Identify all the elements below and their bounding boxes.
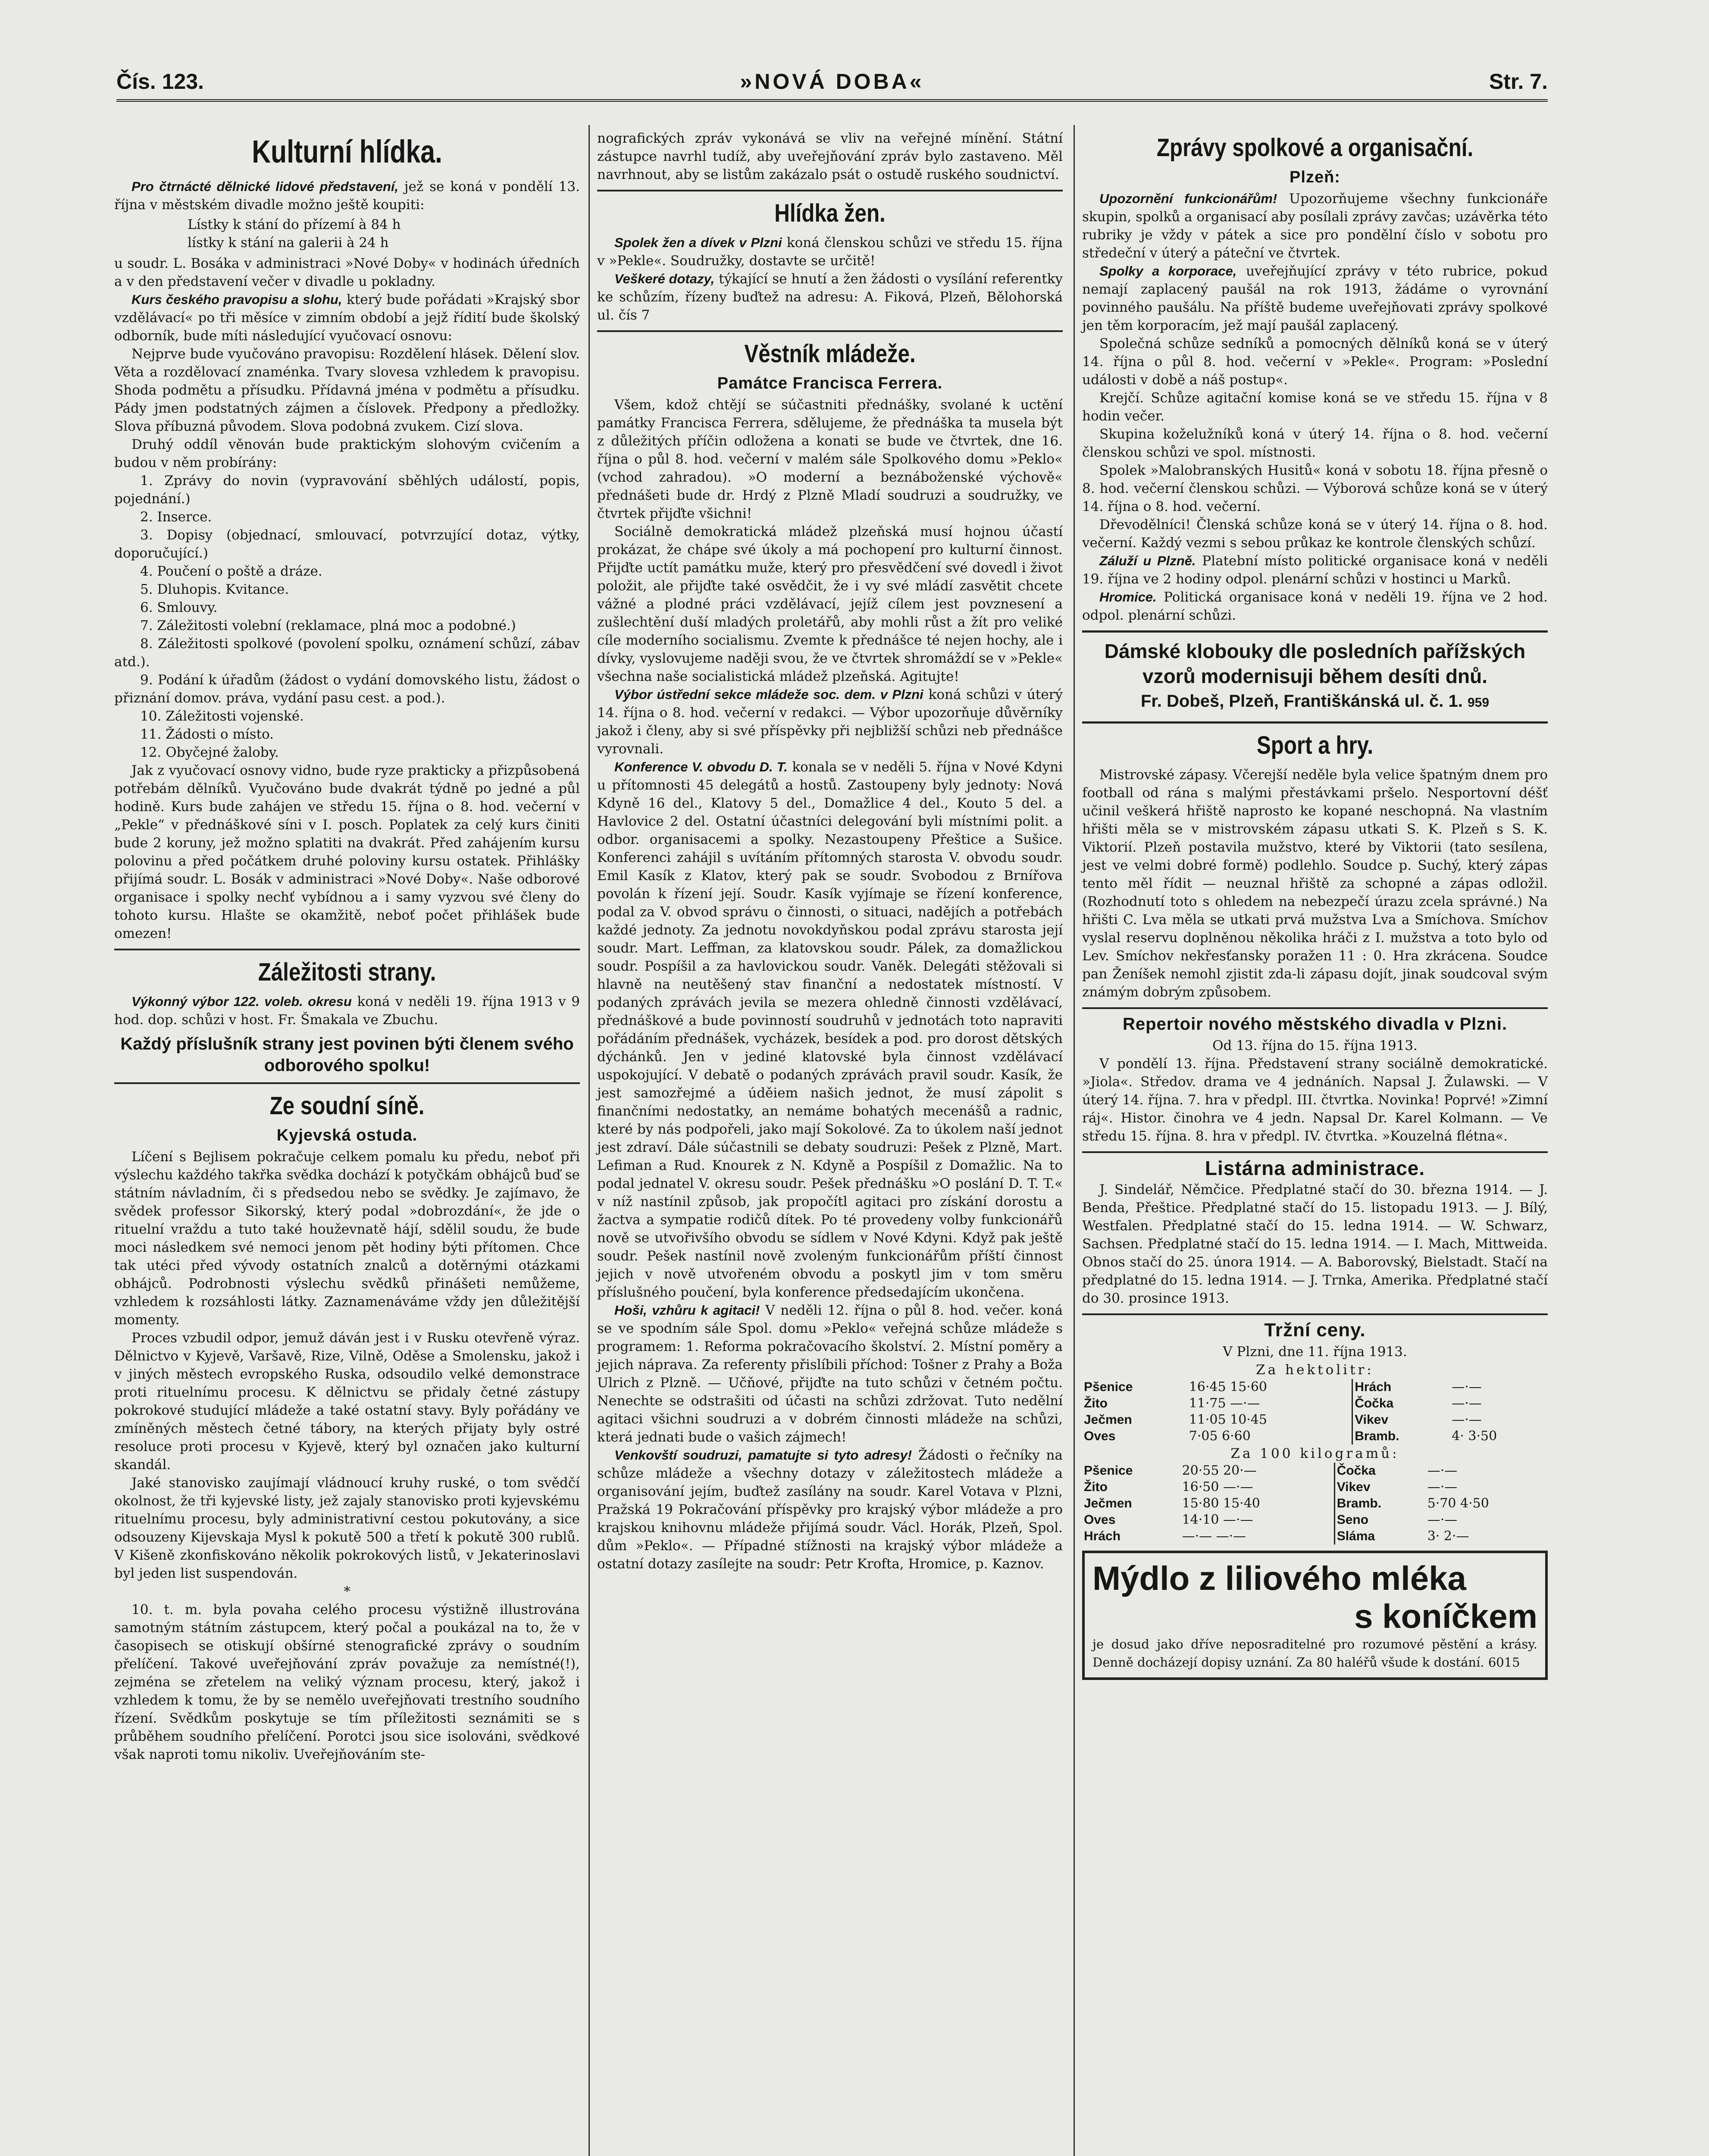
repertoire-text: V pondělí 13. října. Představení strany sociálně demokratické. »Jiola«. Středov. drama ve 4 jednáních. Napsal J. Žulawski. — V úterý 14. října. 7. hra v předpl. III. čtvrtka. Novinka! Poprvé! »Zimní ráj«. Histor. činohra ve 4 jedn. Napsal Dr. Karel Kolmann. — Ve středu 15. října. 8. hra v předpl. IV. čtvrtka. »Kouzelná flétna«.	[1082, 1056, 1548, 1144]
section-title-clubs: Zprávy spolkové a organisační.	[1156, 134, 1474, 162]
club-lead: Hromice.	[1099, 589, 1157, 605]
youth-paragraph: Všem, kdož chtějí se súčastniti přednášky, svolané k uctění památky Francisca Ferrera, sdělujeme, že přednáška ta musela být z důležitých příčin odložena a konati se bude ve čtvrtek, dne 16. října o půl 8. hod. večerní v malém sále Spolkového domu »Peklo« (vchod zahradou). »O moderní a beznáboženské výchově« přednášeti bude dr. Hrdý z Plzně Mladí soudruzi a soudružky, ve čtvrtek přijďte všichni!	[597, 397, 1063, 521]
commodity-name: Pšenice	[1084, 1380, 1133, 1394]
price-row	[1082, 1479, 1548, 1495]
commodity-price: 20·55 20·—	[1182, 1463, 1257, 1478]
commodity-price: —·—	[1427, 1479, 1458, 1495]
course-syllabus	[114, 472, 580, 761]
commodity-price: 16·45 15·60	[1189, 1379, 1268, 1395]
ticket-prices	[188, 216, 580, 252]
women-text: koná členskou schůzi ve středu 15. října v »Pekle«. Soudružky, dostavte se určitě!	[597, 235, 1063, 269]
commodity-price: 15·80 15·40	[1182, 1496, 1260, 1511]
soap-advertisement	[1082, 1551, 1548, 1680]
syllabus-item: 3. Dopisy (objednací, smlouvací, potvrzující dotaz, výtky, doporučující.)	[114, 527, 580, 561]
divider	[1082, 1007, 1548, 1009]
issue-number: Čís. 123.	[116, 69, 204, 94]
club-notice: Skupina koželužníků koná v úterý 14. října o 8. hod. večerní členskou schůzi ve spol. místnosti.	[1082, 426, 1548, 460]
youth-lead: Venkovští soudruzi, pamatujte si tyto adresy!	[614, 1448, 912, 1463]
ticket-price-gallery: lístky k stání na galerii à 24 h	[188, 235, 389, 251]
section-title-administration: Listárna administrace.	[1205, 1157, 1425, 1179]
syllabus-item: 10. Záležitosti vojenské.	[140, 708, 304, 724]
club-notice: Dřevodělníci! Členská schůze koná se v úterý 14. října o 8. hod. večerní. Každý vezmi s sebou průkaz ke kontrole členských schůzí.	[1082, 517, 1548, 551]
commodity-name: Hrách	[1352, 1379, 1450, 1395]
lecture-after: u soudr. L. Bosáka v administraci »Nové Doby« v hodinách úředních a v den představení večer v divadle u pokladny.	[114, 256, 580, 289]
hat-advertisement	[1082, 630, 1548, 724]
commodity-price: 14·10 —·—	[1182, 1512, 1253, 1527]
women-lead: Veškeré dotazy,	[614, 271, 715, 286]
commodity-name: Hrách	[1084, 1529, 1121, 1543]
repertoire-dates: Od 13. října do 15. října 1913.	[1212, 1038, 1418, 1053]
commodity-name: Žito	[1084, 1396, 1108, 1410]
club-notice: Spolek »Malobranských Husitů« koná v sobotu 18. října přesně o 8. hod. večerní členskou schůzi. — Výborová schůze koná se v úterý 14. října o 8. hod. večerní.	[1082, 463, 1548, 514]
syllabus-item: 5. Dluhopis. Kvitance.	[140, 582, 289, 597]
course-paragraph: Nejprve bude vyučováno pravopisu: Rozdělení hlásek. Dělení slov. Věta a rozdělovací znaménka. Tvary slovesa vzhledem k pravopisu. Shoda podmětu a přísudku. Přídavná jména v podmětu a přísudku. Pády jmen podstatných zájmen a číslovek. Předpony a předložky. Slova příbuzná původem. Slova podobná zvukem. Cizí slova.	[114, 346, 580, 434]
price-row	[1082, 1379, 1548, 1395]
soap-ad-body: je dosud jako dříve neposraditelné pro rozumové pěstění a krásy. Denně docházejí dopisy uznání. Za 80 haléřů všude k dostání.	[1092, 1637, 1537, 1670]
course-paragraph: Druhý oddíl věnován bude praktickým slohovým cvičením a budou v něm probírány:	[114, 437, 580, 470]
syllabus-item: 11. Žádosti o místo.	[140, 727, 274, 742]
masthead: »NOVÁ DOBA«	[740, 69, 924, 94]
club-notice: Krejčí. Schůze agitační komise koná se ve středu 15. října v 8 hodin večer.	[1082, 390, 1548, 424]
column-divider	[1074, 125, 1075, 2156]
section-title-party: Záležitosti strany.	[258, 958, 436, 986]
divider	[597, 190, 1063, 191]
hat-ad-number: 959	[1468, 696, 1490, 710]
syllabus-item: 1. Zprávy do novin (vypravování sběhlých událostí, popis, pojednání.)	[114, 473, 580, 507]
soap-ad-title: Mýdlo z liliového mléka	[1092, 1559, 1466, 1597]
course-lead: Kurs českého pravopisu a slohu,	[131, 292, 342, 307]
soap-ad-number: 6015	[1488, 1655, 1520, 1670]
section-title-sport: Sport a hry.	[1256, 731, 1374, 759]
hat-ad-text: Dámské klobouky dle posledních pařížských vzorů modernisuji během desíti dnů.	[1104, 640, 1526, 687]
commodity-name: Pšenice	[1084, 1463, 1133, 1478]
section-title-culture: Kulturní hlídka.	[252, 134, 442, 169]
club-text: Upozorňujeme všechny funkcionáře skupin, spolků a organisací aby posílali zprávy zavčas; uzávěrka této rubriky je vždy v pátek a sice pro pondělní číslo v sobotu pro středeční v úterý a páteční ve čtvrtek.	[1082, 191, 1548, 261]
market-unit-hectolitre: Za hektolitr:	[1256, 1362, 1374, 1378]
market-unit-100kg: Za 100 kilogramů:	[1230, 1446, 1399, 1461]
club-text: uveřejňující zprávy v této rubrice, pokud nemají zaplacený paušál na rok 1913, žádáme o vyrovnání povinného paušálu. Na příště budeme uveřejňovati zprávy spolkové jen těm korporacím, jež mají paušál zaplacený.	[1082, 263, 1548, 333]
market-date: V Plzni, dne 11. října 1913.	[1223, 1344, 1407, 1360]
youth-lead: Výbor ústřední sekce mládeže soc. dem. v Plzni	[614, 687, 923, 702]
syllabus-item: 7. Záležitosti volební (reklamace, plná moc a podobné.)	[140, 618, 516, 633]
divider	[114, 1082, 580, 1084]
party-notice: Každý příslušník strany jest povinen býti členem svého odborového spolku!	[120, 1034, 574, 1075]
women-lead: Spolek žen a dívek v Plzni	[614, 235, 782, 250]
soap-ad-text	[1092, 1635, 1537, 1671]
club-text: Politická organisace koná v neděli 19. října ve 2 hod. odpol. plenární schůzi.	[1082, 589, 1548, 623]
commodity-price: 16·50 —·—	[1182, 1479, 1253, 1495]
club-notice: Společná schůze sedníků a pomocných dělníků koná se v úterý 14. října o půl 8. hod. večerní v »Pekle«. Program: »Poslední události v době a náš postup«.	[1082, 336, 1548, 388]
commodity-name: Bramb.	[1334, 1495, 1426, 1512]
market-prices-hectolitre	[1082, 1379, 1548, 1445]
lecture-text: jež se koná v pondělí 13. října v městském divadle možno ještě koupiti:	[114, 179, 580, 213]
court-paragraph: Proces vzbudil odpor, jemuž dáván jest i v Rusku otevřeně výraz. Dělnictvo v Kyjevě, Varšavě, Rize, Vilně, Oděse a Smolensku, jakož i v jiných městech evropského Ruska, odsoudilo velké demonstrace proti rituelnímu procesu. K dělnictvu se přidaly četné zástupy pokrokové studující mládeže a také ostatní stavy. Byly pořádány ve zmíněných městech četné tábory, na kterých přijaty byly ostré resoluce proti procesu v Kyjevě, který byl označen jako kulturní skandál.	[114, 1330, 580, 1473]
commodity-price: 11·05 10·45	[1189, 1412, 1268, 1427]
club-lead: Upozornění funkcionářům!	[1099, 191, 1277, 206]
commodity-price: 4· 3·50	[1452, 1429, 1497, 1444]
commodity-name: Vikev	[1334, 1479, 1426, 1495]
commodity-price: 5·70 4·50	[1427, 1496, 1489, 1511]
club-lead: Spolky a korporace,	[1099, 263, 1237, 279]
youth-text: koná schůzi v úterý 14. října o 8. hod. večerní v redakci. — Výbor upozorňuje důvěrníky jakož i členy, aby si své příspěvky při nejbližší schůzi neb přednášce vyrovnali.	[597, 687, 1063, 757]
club-text: Platební místo politické organisace koná v neděli 19. října ve 2 hodiny odpol. plenární schůzi v hostinci u Marků.	[1082, 553, 1548, 587]
commodity-name: Ječmen	[1084, 1413, 1132, 1427]
syllabus-item: 9. Podání k úřadům (žádost o vydání domovského listu, žádost o přiznání domov. práva, vydání pasu cest. a pod.).	[114, 672, 580, 706]
commodity-name: Seno	[1334, 1512, 1426, 1528]
clubs-subtitle: Plzeň:	[1290, 168, 1340, 186]
commodity-price: 7·05 6·60	[1189, 1429, 1251, 1444]
youth-lead: Konference V. obvodu D. T.	[614, 759, 788, 774]
syllabus-item: 4. Poučení o poště a dráze.	[140, 564, 322, 579]
syllabus-item: 2. Inserce.	[140, 509, 212, 525]
ticket-price-ground: Lístky k stání do přízemí à 84 h	[188, 217, 401, 232]
commodity-name: Oves	[1084, 1513, 1116, 1527]
column-2	[597, 129, 1063, 1573]
price-row	[1082, 1428, 1548, 1445]
section-title-repertoire: Repertoir nového městského divadla v Plzni.	[1122, 1015, 1508, 1034]
section-title-women: Hlídka žen.	[774, 199, 886, 227]
section-asterisk: *	[344, 1584, 351, 1599]
page-number: Str. 7.	[1489, 69, 1548, 94]
party-text: koná v neděli 19. října 1913 v 9 hod. dop. schůzi v host. Fr. Šmakala ve Zbuchu.	[114, 994, 580, 1028]
administration-text: J. Sindelář, Němčice. Předplatné stačí do 30. března 1914. — J. Benda, Přeštice. Předplatné stačí do 15. listopadu 1913. — J. Bílý, Westfalen. Předplatné stačí do 15. ledna 1914. — W. Schwarz, Sachsen. Předplatné stačí do 15. ledna 1914. — I. Mach, Mittweida. Obnos stačí do 25. února 1914. — A. Baborovský, Bielstadt. Stačí na předplatné do 15. ledna 1914. — J. Trnka, Amerika. Předplatné stačí do 30. prosince 1913.	[1082, 1182, 1548, 1306]
commodity-price: —·—	[1452, 1396, 1482, 1411]
column-divider	[588, 125, 590, 2156]
commodity-price: 3· 2·—	[1427, 1529, 1469, 1544]
divider	[1082, 1151, 1548, 1153]
commodity-name: Žito	[1084, 1480, 1108, 1494]
women-text: týkající se hnutí a žen žádosti o vysílání referentky ke schůzím, řízeny buďtež na adresu: A. Fiková, Plzeň, Bělohorská ul. čís 7	[597, 271, 1063, 323]
column-1	[114, 129, 580, 1764]
course-paragraph: Jak z vyučovací osnovy vidno, bude ryze prakticky a přizpůsobená potřebám dělníků. Vyučováno bude dvakrát týdně po jedné a půl hodině. Kurs bude zahájen ve středu 15. října o 8. hod. večerní v „Pekle“ v přednáškové síni v I. posch. Poplatek za celý kurs činiti bude 2 koruny, jež možno splatiti na dvakrát. Před zahájením kursu polovinu a před počátkem druhé poloviny kursu ostatek. Přihlášky přijímá soudr. L. Bosák v administraci »Nové Doby«. Naše odborové organisace i spolky nechť vybídnou a i samy vyzvou své členy do tohoto kursu. Hlašte se okamžitě, neboť počet přihlášek bude omezen!	[114, 763, 580, 941]
market-prices-100kg	[1082, 1463, 1548, 1545]
commodity-price: 11·75 —·—	[1189, 1396, 1260, 1411]
price-row	[1082, 1495, 1548, 1512]
commodity-name: Oves	[1084, 1429, 1116, 1443]
commodity-name: Čočka	[1334, 1463, 1426, 1479]
commodity-price: —·—	[1427, 1512, 1458, 1527]
commodity-name: Ječmen	[1084, 1496, 1132, 1510]
court-paragraph: 10. t. m. byla povaha celého procesu výstižně illustrována samotným státním zástupcem, který počal a poukázal na to, že v časopisech se otiskují obšírné stenografické zprávy o soudním přelíčení. Takové uveřejňování zpráv považuje za nemístné(!), zejména se zřetelem na veliký význam procesu, který, jakož i vzhledem k tomu, že by se nemělo uveřejňovati trestního soudního řízení. Svědkům poskytuje se tím příležitosti seznámiti se s průběhem soudního přelíčení. Porotci jsou sice isolováni, svědkové však naproti tomu nikoliv. Uveřejňováním ste-	[114, 1602, 580, 1762]
hat-ad-address-text: Fr. Dobeš, Plzeň, Františkánská ul. č. 1.	[1140, 692, 1463, 711]
court-continuation: nografických zpráv vykonává se vliv na veřejné mínění. Státní zástupce navrhl tudíž, aby uveřejňování zpráv bylo zastaveno. Měl navrhnout, aby se listům zakázalo psát o ostudě ruského soudnictví.	[597, 131, 1063, 182]
party-lead: Výkonný výbor 122. voleb. okresu	[131, 994, 352, 1009]
sport-paragraph: Mistrovské zápasy. Včerejší neděle byla velice špatným dnem pro football od rána s malými přestávkami pršelo. Nesportovní déšť učinil veškerá hřiště naprosto ke kopané neschopná. Na vlastním hřišti měla se v mistrovském zápasu utkati S. K. Plzeň s S. K. Viktorií. Plzeň postavila mužstvo, které by Viktorii (tato sesílena, jest ve velmi dobré formě) podlehlo. Soudce p. Suchý, který zápas tento měl řídit — neuznal hřiště za schopné a zápas odložil. (Rozhodnutí toto s ohledem na nebezpečí úrazu zcela správné.) Na hřišti C. Lva měla se utkati prvá mužstva Lva a Smíchova. Smíchov vyslal reservu doplněnou několika hráči z I. mužstva a toto bylo od Lev. Smíchov nekřesťansky poražen 11 : 0. Hra zkrácena. Soudce pan Ženíšek nemohl zjistit zda-li zápasu dojít, jinak soudcoval svým známým dobrým způsobem.	[1082, 767, 1548, 1000]
divider	[1082, 1313, 1548, 1315]
commodity-price: —·— —·—	[1182, 1529, 1246, 1544]
commodity-name: Sláma	[1334, 1528, 1426, 1545]
column-3	[1082, 129, 1548, 1686]
section-title-market: Tržní ceny.	[1264, 1319, 1366, 1341]
price-row	[1082, 1463, 1548, 1479]
court-subtitle: Kyjevská ostuda.	[276, 1126, 418, 1144]
commodity-price: —·—	[1452, 1379, 1482, 1395]
syllabus-item: 12. Obyčejné žaloby.	[140, 745, 279, 760]
syllabus-item: 8. Záležitosti spolkové (povolení spolku, oznámení schůzí, zábav atd.).	[114, 636, 580, 670]
course-text: který bude pořádati »Krajský sbor vzdělávací« po tři měsíce v zimním období a jejž řídití bude školský odborník, bude míti následující vyučovací osnovu:	[114, 292, 580, 344]
price-row	[1082, 1528, 1548, 1545]
price-row	[1082, 1395, 1548, 1412]
club-lead: Záluží u Plzně.	[1099, 553, 1196, 568]
youth-subtitle: Památce Francisca Ferrera.	[717, 374, 943, 392]
syllabus-item: 6. Smlouvy.	[140, 600, 218, 615]
youth-lead: Hoši, vzhůru k agitaci!	[614, 1303, 760, 1318]
divider	[597, 330, 1063, 332]
commodity-name: Bramb.	[1352, 1428, 1450, 1445]
court-paragraph: Jaké stanovisko zaujímají vládnoucí kruhy ruské, o tom svědčí okolnost, že tři kyjevské listy, jež zajaly stanovisko proti kyjevskému rituelnímu procesu, byly administrativní cestou pokutovány, a sice odsouzeny Kijevskaja Mysl k pokutě 500 a třetí k pokutě 300 rublů. V Kišeně zkonfiskováno několik pokrokových listů, v Jekaterinoslavi byl jeden list suspendován.	[114, 1475, 580, 1581]
price-row	[1082, 1512, 1548, 1528]
section-title-youth: Věstník mládeže.	[744, 340, 916, 368]
soap-ad-subtitle: s koníčkem	[1354, 1597, 1537, 1635]
hat-ad-address	[1090, 689, 1540, 715]
youth-text: konala se v neděli 5. října v Nové Kdyni u přítomnosti 45 delegátů a hostů. Zastoupeny byly jednoty: Nová Kdyně 16 del., Klatovy 5 del., Domažlice 4 del., Kouto 5 del. a Havlovice 2 del. Ostatní účastníci delegování byli místními polit. a odbor. organisacemi a spolky. Nezastoupeny Přeštice a Sušice. Konferenci zahájil s uvítáním přítomných starosta V. obvodu soudr. Emil Kasík z Klatov, který pak se soudr. Svobodou z Brnířova povolán k řízení její. Soudr. Kasík vyjímaje se řízení konference, podal za V. obvod správu o činnosti, o situaci, nadějích a potřebách každé jednoty. Za jednotu novokdyňskou podal zprávu starosta její soudr. Mart. Leffman, za klatovskou soudr. Pálek, za domažlickou soudr. Pospíšil a za havlovickou soudr. Vaněk. Delegáti stěžovali si hlavně na neutěšený stav finanční a nedostatek místností. V podaných zprávách jevila se mezera ohledně činnosti vzdělávací, přednáškové a bude povinností soudruhů v jednotách toto napraviti pořádáním přednášek, vycházek, besídek a pod. pro dorost dětských dýchánků. Jen v jediné klatovské byla činnost vzdělávací uspokojující. V debatě o podaných zprávách pravil soudr. Kasík, že jest samozřejmé a úděiem našich jednot, že musí zápolit s finančními nedostatky, an nemáme bohatých mecenášů a radnic, které by nás podpořeli, jako mají Sokolové. Za to úkolem naší jednot jest zdraví. Dále súčastnili se debaty soudruzi: Pešek z Plzně, Mart. Lefiman a Rud. Knourek z N. Kdyně a Pospíšil z Domažlic. Na to podal jednatel V. okresu soudr. Pešek přednášku »O poslání D. T. T.« v níž nastínil způsob, jak propočítl agitaci pro získání dorostu a žactva a sympatie rodičů dítek. Po té provedeny volby funkcionářů nově se utvořivšího obvodu se sídlem v Nové Kdyni. Když pak ještě soudr. Pešek nastínil nově zvoleným funkcionářům příští činnost jejich v nově utvořeném obvodu a poskytl jim v tom směru příslušného poučení, byla konference předsedajícím ukončena.	[597, 759, 1063, 1300]
youth-text: V neděli 12. října o půl 8. hod. večer. koná se ve spodním sále Spol. domu »Peklo« veřejná schůze mládeže s programem: 1. Reforma pokračovacího školství. 2. Místní poměry a jejich náprava. Za referenty přislíbili příchod: Tošner z Prahy a Boža Ulrich z Plzně. — Učňové, přijďte na tuto schůzi v četném počtu. Nenechte se odstrašiti od účasti na schůzi zdržovat. Tuto nedělní agitaci všichni soudruzi a v dobrém činnosti mládeže na schůzi, která jednati bude o vašich zájmech!	[597, 1303, 1063, 1445]
page-header	[116, 69, 1548, 102]
court-paragraph: Líčení s Bejlisem pokračuje celkem pomalu ku předu, neboť při výslechu každého takřka svědka dochází k potyčkám obhájců buď se státním návladním, či s předsedou nebo se svědky. Je zajímavo, že svědek professor Sikorský, který podal »dobrozdání«, že jde o rituelní vraždu a tuto také houževnatě hájí, sdělil soudu, že bude moci následkem své nemoci jenom pět hodiny býti přítomen. Chce tak utéci před vývody ostatních znalců a dotěrnými otázkami obhájců. Podrobnosti výslechu svědků přinášeti nemůžeme, vzhledem k rozsáhlosti látky. Zaznamenáváme vždy jen důležitější momenty.	[114, 1149, 580, 1328]
youth-paragraph: Sociálně demokratická mládež plzeňská musí hojnou účastí prokázat, že chápe své úkoly a má pochopení pro kulturní činnost. Přijďte uctít památku muže, který pro přesvědčení své dovedl i život položit, ale přijďte také osvědčit, že i vy své mládí zasvětit chcete vážné a plodné práci vzdělávací, jejíž cílem jest povznesení a zušlechtění duší mladých proletářů, aby mohli růst a žít pro veliké cíle moderního socialismu. Zvemte k přednášce té nejen hochy, ale i dívky, vyslovujeme naději svou, že ve čtvrtek shromáždí se v »Pekle« všechna naše socialistická mládež plzeňská. Agitujte!	[597, 524, 1063, 684]
commodity-name: Čočka	[1352, 1395, 1450, 1412]
commodity-price: —·—	[1452, 1412, 1482, 1427]
commodity-name: Vikev	[1352, 1412, 1450, 1428]
section-title-court: Ze soudní síně.	[269, 1092, 425, 1120]
price-row	[1082, 1412, 1548, 1428]
commodity-price: —·—	[1427, 1463, 1458, 1478]
lecture-lead: Pro čtrnácté dělnické lidové představení,	[131, 179, 399, 194]
divider	[114, 949, 580, 950]
youth-text: Žádosti o řečníky na schůze mládeže a všechny dotazy v záležitostech mládeže a organisování jejím, buďtež zasílány na soudr. Karel Votava v Plzni, Pražská 19 Pokračování příspěvky pro krajský výbor mládeže a pro krajskou knihovnu mládeže přijímá soudr. Václ. Horák, Plzeň, Spol. dům »Peklo«. — Případné stížnosti na krajský výbor mládeže a ostatní dotazy zasílejte na soudr: Petr Krofta, Hromice, p. Kaznov.	[597, 1448, 1063, 1572]
